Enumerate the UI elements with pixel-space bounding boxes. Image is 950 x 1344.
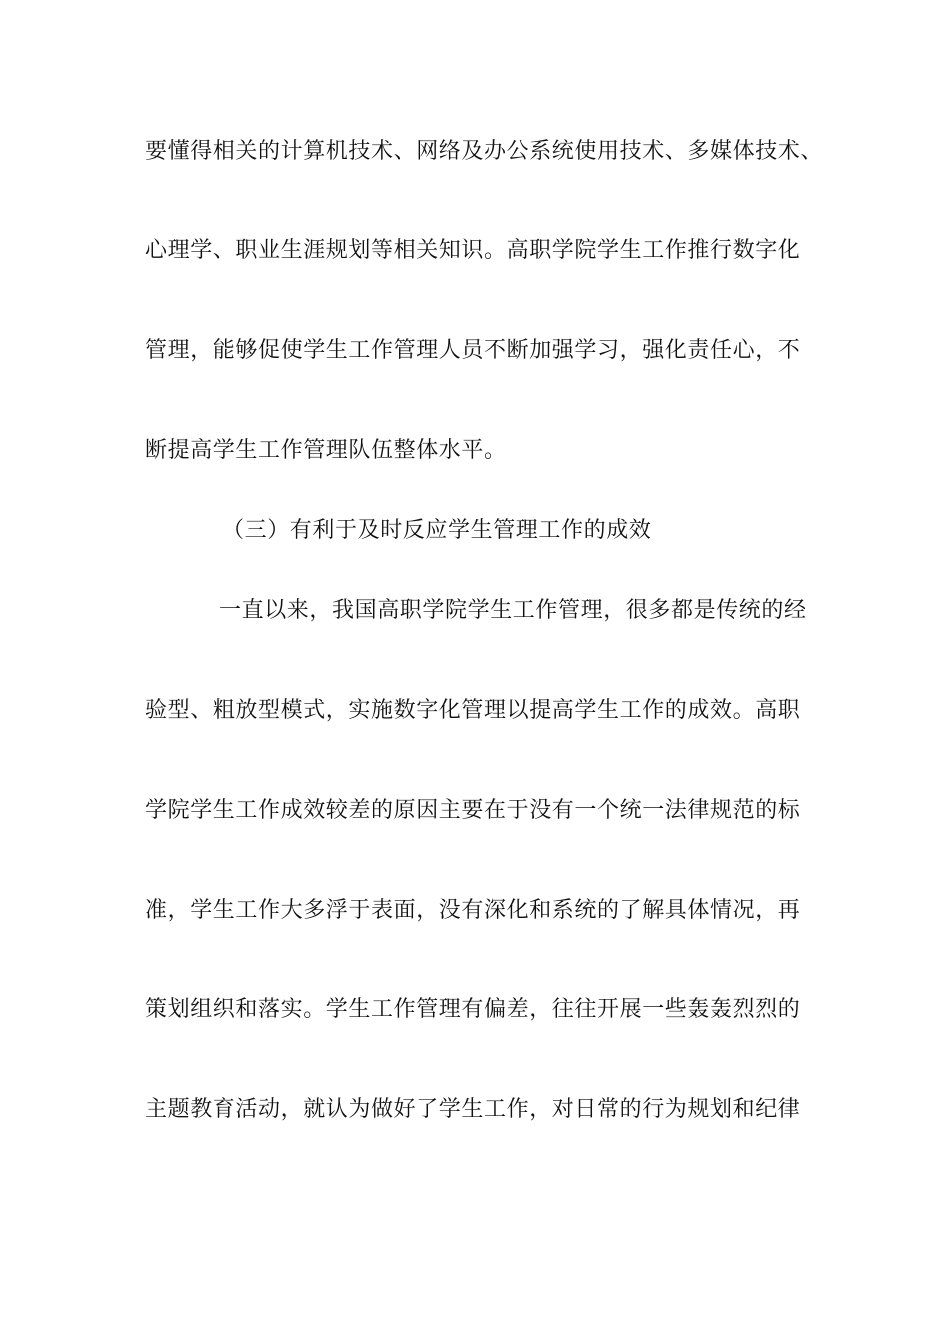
section-heading: （三）有利于及时反应学生管理工作的成效 [222,518,652,543]
paragraph-line: 验型、粗放型模式，实施数字化管理以提高学生工作的成效。高职 [145,698,801,723]
paragraph-line: 心理学、职业生涯规划等相关知识。高职学院学生工作推行数字化 [145,238,801,263]
paragraph-line: 策划组织和落实。学生工作管理有偏差，往往开展一些轰轰烈烈的 [145,997,801,1022]
paragraph-line: 主题教育活动，就认为做好了学生工作，对日常的行为规划和纪律 [145,1097,801,1122]
paragraph-line: 管理，能够促使学生工作管理人员不断加强学习，强化责任心，不 [145,338,801,363]
paragraph-line: 学院学生工作成效较差的原因主要在于没有一个统一法律规范的标 [145,798,801,823]
paragraph-line: 一直以来，我国高职学院学生工作管理，很多都是传统的经 [219,598,807,623]
paragraph-line: 断提高学生工作管理队伍整体水平。 [145,438,507,463]
paragraph-line: 准，学生工作大多浮于表面，没有深化和系统的了解具体情况，再 [145,898,801,923]
paragraph-line: 要懂得相关的计算机技术、网络及办公系统使用技术、多媒体技术、 [145,139,824,164]
